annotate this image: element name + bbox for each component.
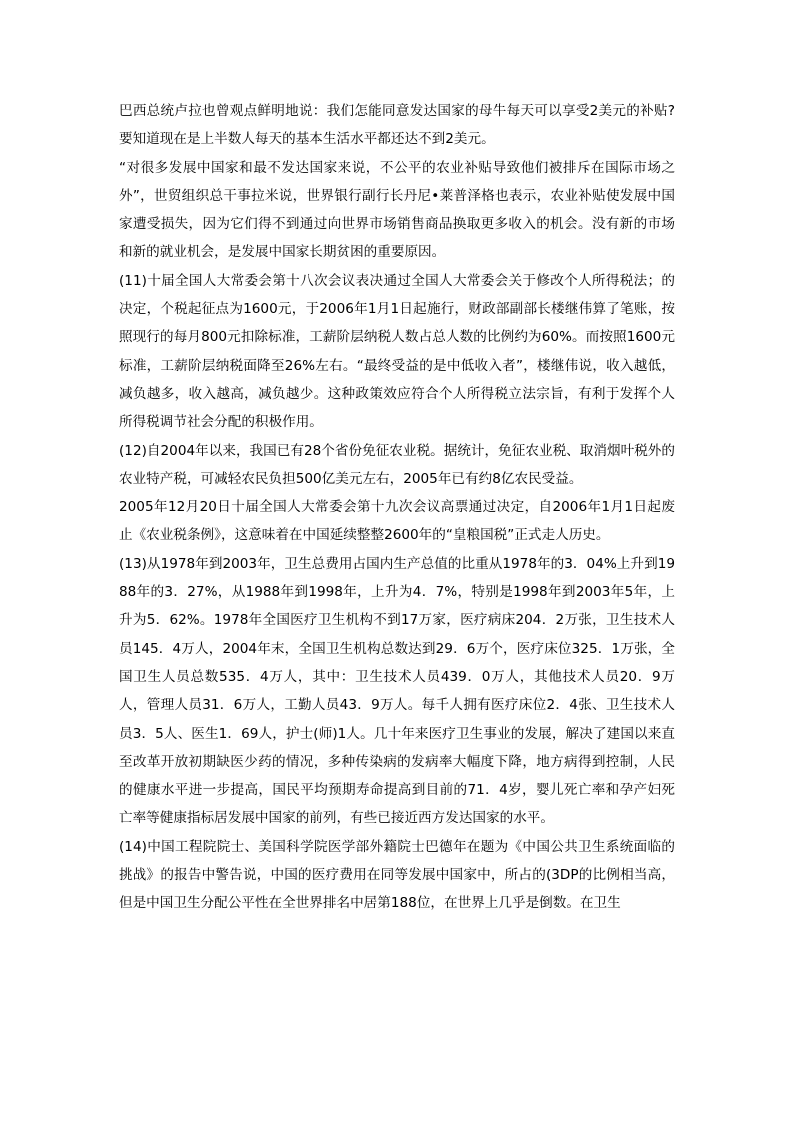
document-body [119, 97, 675, 918]
paragraph-item-14: (14)中国工程院院士、美国科学院医学部外籍院士巴德年在题为《中国公共卫生系统面临的挑战》的报告中警告说，中国的医疗费用在同等发展中国家中，所占的(3DP的比例相当高，但是中国卫生分配公平性在全世界排名中居第188位，在世界上几乎是倒数。在卫生 [119, 838, 675, 912]
paragraph-lamy-quote: “对很多发展中国家和最不发达国家来说，不公平的农业补贴导致他们被排斥在国际市场之外”，世贸组织总干事拉米说，世界银行副行长丹尼•莱普泽格也表示，农业补贴使发展中国家遭受损失，因为它们得不到通过向世界市场销售商品换取更多收入的机会。没有新的市场和新的就业机会，是发展中国家长期贫困的重要原因。 [119, 159, 675, 261]
paragraph-agricultural-tax-abolition: 2005年12月20日十届全国人大常委会第十九次会议高票通过决定，自2006年1月1日起废止《农业税条例》，这意味着在中国延续整整2600年的“皇粮国税”正式走人历史。 [119, 499, 675, 544]
paragraph-lula-quote: 巴西总统卢拉也曾观点鲜明地说：我们怎能同意发达国家的母牛每天可以享受2美元的补贴?要知道现在是上半数人每天的基本生活水平都还达不到2美元。 [119, 103, 675, 148]
paragraph-item-11: (11)十届全国人大常委会第十八次会议表决通过全国人大常委会关于修改个人所得税法；的决定，个税起征点为1600元，于2006年1月1日起施行，财政部副部长楼继伟算了笔账，按照现行的每月800元扣除标准，工薪阶层纳税人数占总人数的比例约为60%。而按照1600元标准，工薪阶层纳税面降至26%左右。“最终受益的是中低收入者”，楼继伟说，收入越低，减负越多，收入越高，减负越少。这种政策效应符合个人所得税立法宗旨，有利于发挥个人所得税调节社会分配的积极作用。 [119, 272, 675, 431]
paragraph-item-12: (12)自2004年以来，我国已有28个省份免征农业税。据统计，免征农业税、取消烟叶税外的农业特产税，可减轻农民负担500亿美元左右，2005年已有约8亿农民受益。 [119, 442, 675, 487]
paragraph-item-13: (13)从1978年到2003年，卫生总费用占国内生产总值的比重从1978年的3．04%上升到1988年的3．27%，从1988年到1998年，上升为4．7%，特别是1998年到2003年5年，上升为5．62%。1978年全国医疗卫生机构不到17万家，医疗病床204．2万张，卫生技术人员145．4万人，2004年末，全国卫生机构总数达到29．6万个，医疗床位325．1万张，全国卫生人员总数535．4万人，其中：卫生技术人员439．0万人，其他技术人员20．9万人，管理人员31．6万人，工勤人员43．9万人。每千人拥有医疗床位2．4张、卫生技术人员3．5人、医生1．69人，护士(师)1人。几十年来医疗卫生事业的发展，解决了建国以来直至改革开放初期缺医少药的情况，多种传染病的发病率大幅度下降，地方病得到控制，人民的健康水平进一步提高，国民平均预期寿命提高到目前的71．4岁，婴儿死亡率和孕产妇死亡率等健康指标居发展中国家的前列，有些已接近西方发达国家的水平。 [119, 555, 675, 827]
